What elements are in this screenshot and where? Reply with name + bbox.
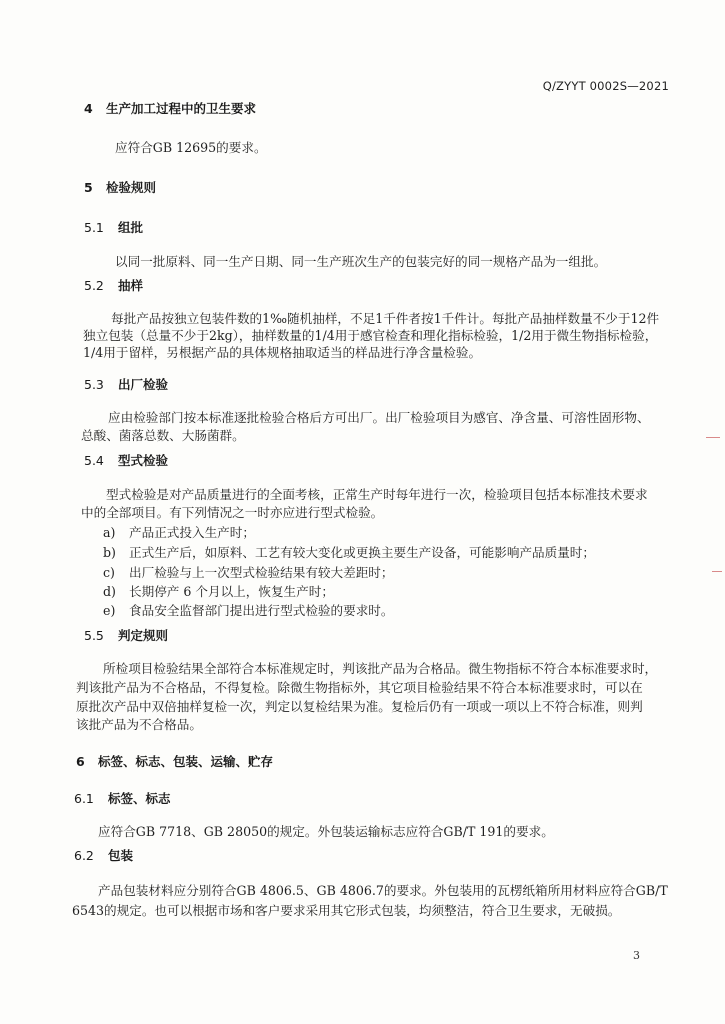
section-5-5-line-3: 原批次产品中双倍抽样复检一次，判定以复检结果为准。复检后仍有一项或一项以上不符合标准，则判 [76, 699, 643, 714]
section-5-3-line-1: 应由检验部门按本标准逐批检验合格后方可出厂。出厂检验项目为感官、净含量、可溶性固形物、 [108, 410, 650, 425]
section-number: 6.2 [74, 848, 94, 863]
section-5-1-body: 以同一批原料、同一生产日期、同一生产班次生产的包装完好的同一规格产品为一组批。 [115, 254, 607, 269]
list-marker: e) [103, 603, 116, 618]
list-item [103, 562, 393, 581]
section-5-2-line-3: 1/4用于留样，另根据产品的具体规格抽取适当的样品进行净含量检验。 [83, 345, 482, 360]
list-marker: b) [103, 545, 116, 560]
list-text: 正式生产后，如原料、工艺有较大变化或更换主要生产设备，可能影响产品质量时； [129, 545, 595, 560]
section-title: 生产加工过程中的卫生要求 [106, 101, 257, 116]
list-item [103, 581, 334, 600]
section-title: 检验规则 [106, 180, 157, 195]
section-title: 标签、标志 [108, 791, 171, 806]
section-number: 5.3 [84, 377, 104, 392]
section-number: 5.1 [84, 220, 104, 235]
section-title: 判定规则 [118, 628, 169, 643]
section-5-5-heading [84, 626, 168, 644]
section-5-4-line-2: 中的全部项目。有下列情况之一时亦应进行型式检验。 [81, 505, 384, 520]
section-title: 型式检验 [118, 453, 169, 468]
section-title: 包装 [108, 848, 134, 863]
section-5-5-line-1: 所检项目检验结果全部符合本标准规定时，判该批产品为合格品。微生物指标不符合本标准要求时， [103, 661, 658, 676]
section-5-2-line-1: 每批产品按独立包装件数的1‰随机抽样，不足1千件者按1千件计。每批产品抽样数量不少于12件 [111, 311, 660, 326]
section-6-2-heading [74, 846, 133, 864]
section-5-4-line-1: 型式检验是对产品质量进行的全面考核，正常生产时每年进行一次，检验项目包括本标准技术要求 [106, 487, 648, 502]
section-number: 5 [84, 180, 93, 195]
section-number: 6.1 [74, 791, 94, 806]
section-6-1-heading [74, 789, 171, 807]
standard-code: Q/ZYYT 0002S—2021 [542, 79, 669, 93]
section-number: 5.2 [84, 278, 104, 293]
list-item [103, 600, 393, 619]
section-5-2-heading [84, 276, 143, 294]
list-item [103, 522, 255, 541]
section-5-5-line-4: 该批产品为不合格品。 [76, 717, 202, 732]
section-6-heading [76, 752, 273, 770]
section-number: 6 [76, 754, 85, 769]
section-5-5-line-2: 判该批产品为不合格品，不得复检。除微生物指标外，其它项目检验结果不符合本标准要求时，可以在 [76, 680, 643, 695]
section-title: 标签、标志、包装、运输、贮存 [98, 754, 274, 769]
section-4-heading [84, 99, 256, 117]
section-5-1-heading [84, 218, 143, 236]
section-5-heading [84, 178, 156, 196]
list-text: 产品正式投入生产时； [129, 525, 255, 540]
section-title: 组批 [118, 220, 144, 235]
section-5-3-heading [84, 375, 168, 393]
section-6-2-line-1: 产品包装材料应分别符合GB 4806.5、GB 4806.7的要求。外包装用的瓦楞纸箱所用材料应符合GB/T [98, 883, 668, 898]
list-text: 长期停产 6 个月以上，恢复生产时； [129, 584, 334, 599]
scan-mark [712, 571, 722, 572]
section-number: 4 [84, 101, 93, 116]
section-number: 5.4 [84, 453, 104, 468]
section-5-3-line-2: 总酸、菌落总数、大肠菌群。 [81, 428, 245, 443]
section-title: 出厂检验 [118, 377, 169, 392]
list-text: 出厂检验与上一次型式检验结果有较大差距时； [129, 565, 394, 580]
section-number: 5.5 [84, 628, 104, 643]
section-6-2-line-2: 6543的规定。也可以根据市场和客户要求采用其它形式包装，均须整洁，符合卫生要求，无破损。 [72, 903, 621, 918]
list-marker: a) [103, 525, 116, 540]
section-title: 抽样 [118, 278, 144, 293]
section-5-4-heading [84, 451, 168, 469]
list-marker: d) [103, 584, 116, 599]
scan-mark [706, 437, 720, 438]
list-marker: c) [103, 565, 115, 580]
section-4-body: 应符合GB 12695的要求。 [115, 140, 267, 155]
list-item [103, 542, 595, 561]
section-5-2-line-2: 独立包装（总量不少于2kg），抽样数量的1/4用于感官检查和理化指标检验，1/2用于微生物指标检验， [83, 328, 658, 343]
section-6-1-body: 应符合GB 7718、GB 28050的规定。外包装运输标志应符合GB/T 191的要求。 [98, 824, 554, 839]
page-number: 3 [633, 949, 640, 962]
list-text: 食品安全监督部门提出进行型式检验的要求时。 [129, 603, 394, 618]
